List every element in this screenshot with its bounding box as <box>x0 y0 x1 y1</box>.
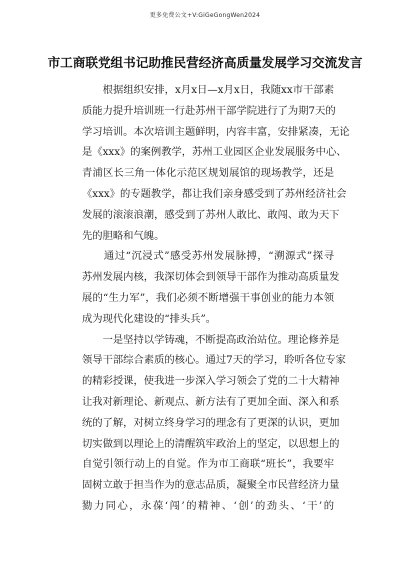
text-line: 根据组织安排，x月x日—x月x日，我随xx市干部素 <box>82 84 334 96</box>
text-line: 苏州发展内核，我深切体会到领导干部作为推动高质量发 <box>82 271 340 284</box>
text-line: 统的了解，对树立终身学习的理念有了更深的认识，更加 <box>82 416 340 429</box>
text-line: 先的胆略和气魄。 <box>82 229 165 242</box>
text-line: 领导干部综合素质的核心。通过7天的学习，聆听各位专家 <box>82 354 346 367</box>
text-line: 切实做到以理论上的清醒筑牢政治上的坚定，以思想上的 <box>82 437 340 450</box>
document-title: 市工商联党组书记助推民营经济高质量发展学习交流发言 <box>47 55 363 70</box>
text-line: 的精彩授课，使我进一步深入学习领会了党的二十大精神 <box>82 375 340 388</box>
document-body <box>82 80 350 517</box>
text-line: 勠力同心，永葆‘闯’的精神、‘创’的劲头、‘干’的 <box>82 499 334 512</box>
text-line: 质能力提升培训班一行赴苏州干部学院进行了为期7天的 <box>82 104 336 117</box>
text-line: 展的“生力军”，我们必须不断增强干事创业的能力本领 <box>82 291 334 304</box>
text-line: 学习培训。本次培训主题鲜明，内容丰富，安排紧凑，无论 <box>82 125 350 138</box>
text-line: 固树立敢于担当作为的意志品质，凝聚全市民营经济力量 <box>82 479 340 492</box>
text-line: 是《xxx》的案例教学，苏州工业园区企业发展服务中心、 <box>82 146 347 159</box>
paragraph-reflection <box>82 246 340 329</box>
paragraph-training-overview <box>82 80 350 246</box>
text-line: 一是坚持以学铸魂，不断提高政治站位。理论修养是 <box>82 333 340 346</box>
text-line: 通过“沉浸式”感受苏州发展脉搏，“溯源式”探寻 <box>82 250 334 263</box>
paragraph-point-one <box>82 330 346 517</box>
text-line: 成为现代化建设的“排头兵”。 <box>82 312 217 325</box>
text-line: 发展的滚滚浪潮，感受到了苏州人敢比、敢闯、敢为天下 <box>82 208 340 221</box>
text-line: 《xxx》的专题教学，都让我们亲身感受到了苏州经济社会 <box>82 187 347 200</box>
text-line: 青浦区长三角一体化示范区规划展馆的现场教学，还是 <box>82 167 334 180</box>
text-line: 让我对新理论、新观点、新方法有了更加全面、深入和系 <box>82 395 340 408</box>
text-line: 自觉引领行动上的自觉。作为市工商联“班长”，我要牢 <box>82 458 334 471</box>
header-note: 更多免费公文+V:GiGeGongWen2024 <box>149 12 261 19</box>
